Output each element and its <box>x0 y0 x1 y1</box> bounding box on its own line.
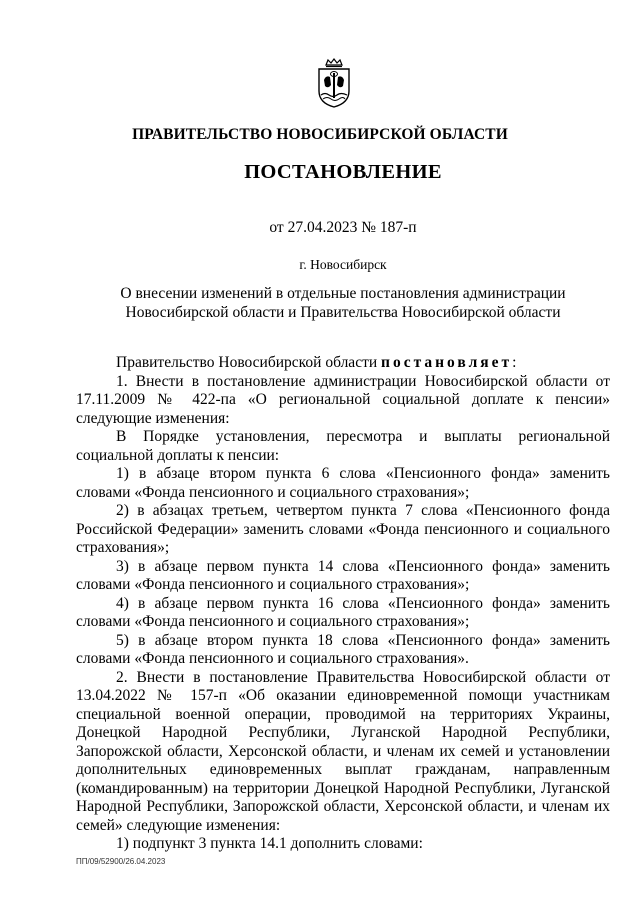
paragraph-3: 1) в абзаце втором пункта 6 слова «Пенсионного фонда» заменить словами «Фонда пенсионного и социального страхования»; <box>76 465 610 501</box>
document-number-date: от 27.04.2023 № 187-п <box>269 219 417 236</box>
paragraph-9: 1) подпункт 3 пункта 14.1 дополнить словами: <box>116 835 423 852</box>
preamble-text: Правительство Новосибирской области <box>116 354 382 371</box>
document-subject <box>0 285 640 322</box>
government-name: ПРАВИТЕЛЬСТВО НОВОСИБИРСКОЙ ОБЛАСТИ <box>132 126 508 143</box>
paragraph-6: 4) в абзаце первом пункта 16 слова «Пенсионного фонда» заменить словами «Фонда пенсионного и социального страхования»; <box>76 594 610 630</box>
paragraph-7: 5) в абзаце втором пункта 18 слова «Пенсионного фонда» заменить словами «Фонда пенсионного и социального страхования». <box>76 631 610 667</box>
preamble-colon: : <box>512 354 517 371</box>
document-body <box>76 354 610 854</box>
paragraph-4: 2) в абзацах третьем, четвертом пункта 7 слова «Пенсионного фонда Российской Федерации» заменить словами «Фонда пенсионного и социального страхования»; <box>76 502 610 556</box>
subject-line-1: О внесении изменений в отдельные постановления администрации <box>120 285 566 302</box>
subject-line-2: Новосибирской области и Правительства Новосибирской области <box>125 303 561 321</box>
paragraph-8: 2. Внести в постановление Правительства Новосибирской области от 13.04.2022 № 157-п «Об оказании единовременной помощи участникам специальной военной операции, проводимой на территориях Украины, Донецкой Народной Республики, Луганской Народной Республики, Запорожской области, Херсонской области, и членам их семей и установлении дополнительных единовременных выплат гражданам, направленным (командированным) на территории Донецкой Народной Республики, Луганской Народной Республики, Запорожской области, Херсонской области, и членам их семей» следующие изменения: <box>76 668 610 834</box>
paragraph-2: В Порядке установления, пересмотра и выплаты региональной социальной доплаты к пенсии: <box>76 428 610 464</box>
coat-of-arms-icon <box>316 58 352 108</box>
coat-of-arms-emblem <box>316 58 352 108</box>
preamble-keyword: постановляет <box>381 354 513 371</box>
footer-document-code: ПП/09/52900/26.04.2023 <box>76 857 166 866</box>
paragraph-5: 3) в абзаце первом пункта 14 слова «Пенсионного фонда» заменить словами «Фонда пенсионного и социального страхования»; <box>76 557 610 593</box>
document-type: ПОСТАНОВЛЕНИЕ <box>244 161 442 183</box>
document-city: г. Новосибирск <box>299 257 387 272</box>
paragraph-1: 1. Внести в постановление администрации Новосибирской области от 17.11.2009 № 422-па «О региональной социальной доплате к пенсии» следующие изменения: <box>76 372 610 427</box>
preamble-paragraph <box>76 354 610 373</box>
